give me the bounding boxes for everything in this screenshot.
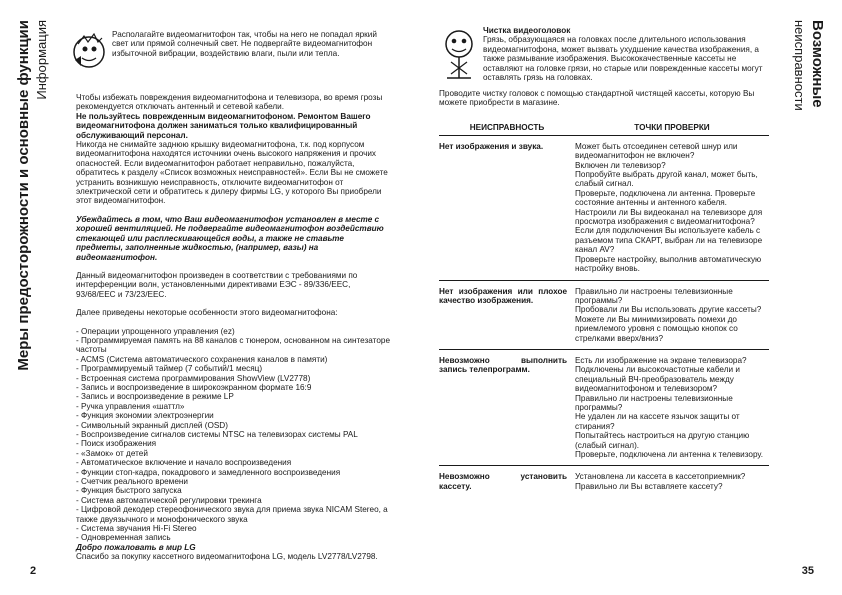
check-item: Не удален ли на кассете язычок защиты от стирания? (575, 412, 740, 431)
caution-hand-icon (72, 30, 112, 77)
list-item: - Символьный экранный дисплей (OSD) (76, 420, 228, 430)
cleaning-block (439, 26, 769, 89)
check-item: Попытайтесь настроиться на другую станцию (слабый сигнал). (575, 431, 750, 450)
check-item: Включен ли телевизор? (575, 160, 666, 170)
list-item: - Запись и воспроизведение в режиме LP (76, 392, 234, 402)
welcome-text: Спасибо за покупку кассетного видеомагнитофона LG, модель LV2778/LV2798. (76, 552, 378, 562)
list-item: - Поиск изображения (76, 439, 157, 449)
left-title-sub: Информация (34, 20, 49, 100)
list-item: - Автоматическое включение и начало воспроизведения (76, 458, 292, 468)
table-row (439, 135, 769, 280)
list-item: - Функция быстрого запуска (76, 486, 182, 496)
check-item: Настроили ли Вы видеоканал на телевизоре для просмотра изображения с видеомагнитофона? (575, 207, 763, 227)
cleaning-heading: Чистка видеоголовок (483, 26, 571, 35)
list-item: - Встроенная система программирования ShowView (LV2778) (76, 373, 311, 383)
problem-cell: Невозможно установить кассету. (439, 472, 567, 491)
list-item: - Программируемая память на 88 каналов с тюнером, основанном на синтезаторе частоты (76, 335, 391, 355)
list-item: - Счетчик реального времени (76, 477, 188, 487)
list-item: - Запись и воспроизведение в широкоэкранном формате 16:9 (76, 382, 312, 392)
left-side-title (14, 20, 54, 580)
check-item: Пробовали ли Вы использовать другие кассеты? (575, 305, 762, 315)
list-item: - Одновременная запись (76, 533, 171, 543)
page-number: 2 (30, 565, 37, 577)
checks-cell (575, 135, 769, 280)
cleaning-text: Грязь, образующаяся на головках после длительного использования видеомагнитофона, может вызвать ухудшение качества изображения, а также размывание изображения. Высококачественные кассеты не оставляют на головке грязи, но старые или поврежденные кассеты могут оставлять грязь на головках. (483, 35, 763, 83)
check-item: Проверьте, подключена ли антенна. Проверьте состояние антенны и антенного кабеля. (575, 188, 756, 208)
check-item: Проверьте настройку, выполнив автоматическую настройку вновь. (575, 254, 762, 274)
problem-cell: Нет изображения или плохое качество изображения. (439, 280, 575, 349)
list-item: - ACMS (Система автоматического сохранения каналов в памяти) (76, 354, 328, 364)
repair-warning: Не пользуйтесь поврежденным видеомагнитофоном. Ремонтом Вашего видеомагнитофона должен заниматься только квалифицированный обслуживающий персонал. (76, 111, 371, 140)
check-item: Правильно ли настроены телевизионные программы? (575, 393, 733, 412)
table-row (439, 466, 769, 497)
list-item: - Программируемый таймер (7 событий/1 месяц) (76, 364, 263, 374)
list-item: - Операции упрощенного управления (ez) (76, 326, 235, 336)
list-item: - Функция экономии электроэнергии (76, 411, 214, 421)
problem-cell: Невозможно выполнить запись телепрограмм. (439, 349, 575, 465)
right-page (421, 0, 842, 595)
table-row (439, 349, 769, 465)
right-title-main: Возможные (809, 20, 826, 108)
check-item: Если для подключения Вы используете кабель с разъемом типа СКАРТ, выбран ли на телевизоре канал AV? (575, 226, 763, 255)
list-item: - Система автоматической регулировки трекинга (76, 495, 262, 505)
check-item: Подключены ли высокочастотные кабели и специальный ВЧ-преобразователь между видеомагнитофоном и телевизором? (575, 365, 740, 394)
left-title-main: Меры предосторожности и основные функции (15, 20, 32, 371)
table-header-row (439, 120, 769, 136)
welcome-heading: Добро пожаловать в мир LG (76, 542, 196, 552)
check-item: Установлена ли кассета в кассетоприемник? (575, 472, 746, 482)
warning-block (76, 30, 392, 77)
column-header-problem: НЕИСПРАВНОСТЬ (439, 120, 575, 136)
check-item: Есть ли изображение на экране телевизора? (575, 355, 747, 365)
check-item: Попробуйте выбрать другой канал, может быть, слабый сигнал. (575, 170, 758, 189)
right-column (439, 26, 769, 497)
list-item: - «Замок» от детей (76, 448, 148, 458)
list-item: - Воспроизведение сигналов системы NTSC на телевизорах системы PAL (76, 430, 358, 439)
table-row (439, 280, 769, 349)
ventilation-warning: Убеждайтесь в том, что Ваш видеомагнитофон установлен в месте с хорошей вентиляцией. Не подвергайте видеомагнитофон воздействию стекающей или расплескивающейся воды, а также не ставьте предметы, заполненные жидкостью, (например, вазы) на видеомагнитофон. (76, 214, 384, 262)
check-item: Можете ли Вы минимизировать помехи до приемлемого уровня с помощью кнопок со стрелками вверх/вниз? (575, 314, 738, 343)
cleaning-head-icon (439, 26, 483, 89)
cover-warning: Никогда не снимайте заднюю крышку видеомагнитофона, т.к. под корпусом видеомагнитофона находятся источники очень высокого напряжения и прочих опасностей. Если видеомагнитофон работает неправильно, пожалуйста, обратитесь к разделу «Список возможных неисправностей». Если Вы не сможете устранить возникшую неисправность, отключите видеомагнитофон от электрической сети и обратитесь к дилеру фирмы LG, у которого Вы приобрели этот видеомагнитофон. (76, 140, 388, 206)
features-list (76, 327, 392, 543)
list-item: - Система звучания Hi-Fi Stereo (76, 524, 197, 534)
right-side-title (787, 20, 827, 320)
cleaning-advice: Проводите чистку головок с помощью стандартной чистящей кассеты, которую Вы можете приобрести в магазине. (439, 89, 755, 108)
check-item: Правильно ли настроены телевизионные программы? (575, 286, 733, 305)
warning-text: Располагайте видеомагнитофон так, чтобы на него не попадал яркий свет или прямой солнечный свет. Не подвергайте видеомагнитофон избыточной вибрации, воздействию влаги, пыли или тепла. (112, 30, 377, 58)
eec-compliance: Данный видеомагнитофон произведен в соответствии с требованиями по интерференции волн, установленными директивами ЕЭС - 89/336/EEC, 93/68/EEC и 73/23/EEC. (76, 270, 358, 299)
problem-cell: Нет изображения и звука. (439, 135, 575, 280)
storm-advice: Чтобы избежать повреждения видеомагнитофона и телевизора, во время грозы рекомендуется отключать антенный и сетевой кабели. (76, 93, 383, 112)
check-item: Правильно ли Вы вставляете кассету? (575, 481, 723, 491)
page-number: 35 (801, 565, 814, 577)
list-item: - Ручка управления «шаттл» (76, 401, 185, 411)
features-intro: Далее приведены некоторые особенности этого видеомагнитофона: (76, 308, 338, 318)
check-item: Проверьте, подключена ли антенна к телевизору. (575, 450, 763, 459)
right-title-sub: неисправности (792, 20, 807, 111)
left-column (76, 30, 392, 562)
column-header-checks: ТОЧКИ ПРОВЕРКИ (575, 120, 769, 136)
cleaning-text-block (483, 26, 769, 82)
checks-cell (575, 466, 769, 497)
check-item: Может быть отсоединен сетевой шнур или видеомагнитофон не включен? (575, 141, 738, 161)
checks-cell (575, 280, 769, 349)
troubleshooting-table (439, 120, 769, 497)
checks-cell (575, 349, 769, 465)
list-item: - Функции стоп-кадра, покадрового и замедленного воспроизведения (76, 467, 341, 477)
list-item: - Цифровой декодер стереофонического звука для приема звука NICAM Stereo, а также двуязычного и монофонического звука (76, 505, 388, 524)
